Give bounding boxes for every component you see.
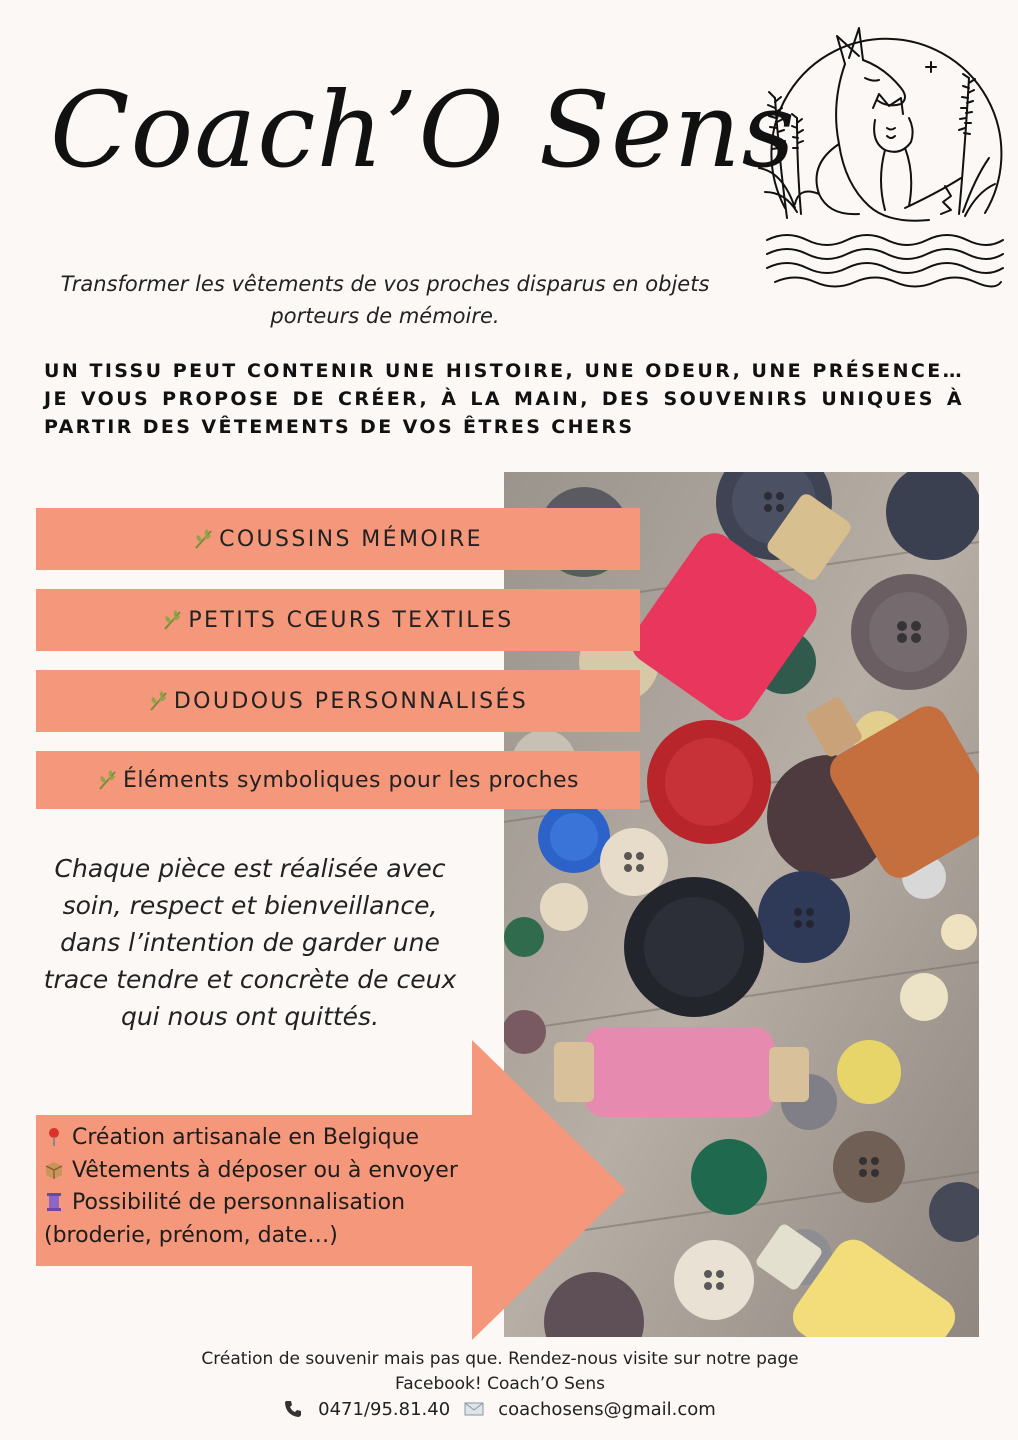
contact-info <box>200 1396 800 1422</box>
feature-item <box>44 1187 514 1220</box>
feature-text: Vêtements à déposer ou à envoyer <box>72 1157 458 1183</box>
thread-spool-icon <box>44 1192 64 1212</box>
tagline: Transformer les vêtements de vos proches disparus en objets porteurs de mémoire. <box>60 272 710 328</box>
footer-text <box>150 1347 850 1397</box>
feature-text: Création artisanale en Belgique <box>72 1125 420 1150</box>
service-banner-coussins <box>36 508 640 570</box>
herb-icon <box>162 609 184 631</box>
feature-item <box>44 1220 514 1253</box>
service-banner-doudous <box>36 670 640 732</box>
craft-quote: Chaque pièce est réalisée avec soin, respect et bienveillance, dans l’intention de garder une trace tendre et concrète de ceux qui nous ont quittés. <box>43 854 457 1031</box>
service-label: DOUDOUS PERSONNALISÉS <box>173 688 529 714</box>
round-pushpin-icon <box>44 1127 64 1147</box>
service-banner-elements <box>36 751 640 809</box>
intro-text: UN TISSU PEUT CONTENIR UNE HISTOIRE, UNE ODEUR, UNE PRÉSENCE… JE VOUS PROPOSE DE CRÉER, À LA MAIN, DES SOUVENIRS UNIQUES À PARTIR DES VÊTEMENTS DE VOS ÊTRES CHERS <box>44 360 964 438</box>
fox-mother-and-cub-logo-icon <box>745 8 1007 293</box>
email-address[interactable]: coachosens@gmail.com <box>498 1398 716 1420</box>
telephone-icon <box>284 1400 302 1418</box>
herb-icon <box>193 528 215 550</box>
herb-icon <box>97 769 119 791</box>
footer-line-1: Création de souvenir mais pas que. Rendez-nous visite sur notre page <box>201 1349 799 1369</box>
service-banner-coeurs <box>36 589 640 651</box>
feature-text: (broderie, prénom, date…) <box>44 1222 338 1248</box>
features-list <box>44 1122 514 1252</box>
brand-title: Coach’O Sens <box>50 69 796 191</box>
herb-icon <box>148 690 170 712</box>
feature-item <box>44 1122 514 1155</box>
footer-line-2: Facebook! Coach’O Sens <box>395 1374 605 1394</box>
envelope-icon <box>464 1402 484 1416</box>
phone-number[interactable]: 0471/95.81.40 <box>318 1398 451 1420</box>
feature-item <box>44 1155 514 1188</box>
feature-text: Possibilité de personnalisation <box>72 1190 406 1215</box>
service-label: Éléments symboliques pour les proches <box>122 767 580 793</box>
service-label: COUSSINS MÉMOIRE <box>219 526 483 552</box>
service-label: PETITS CŒURS TEXTILES <box>188 607 514 633</box>
package-icon <box>44 1160 64 1180</box>
